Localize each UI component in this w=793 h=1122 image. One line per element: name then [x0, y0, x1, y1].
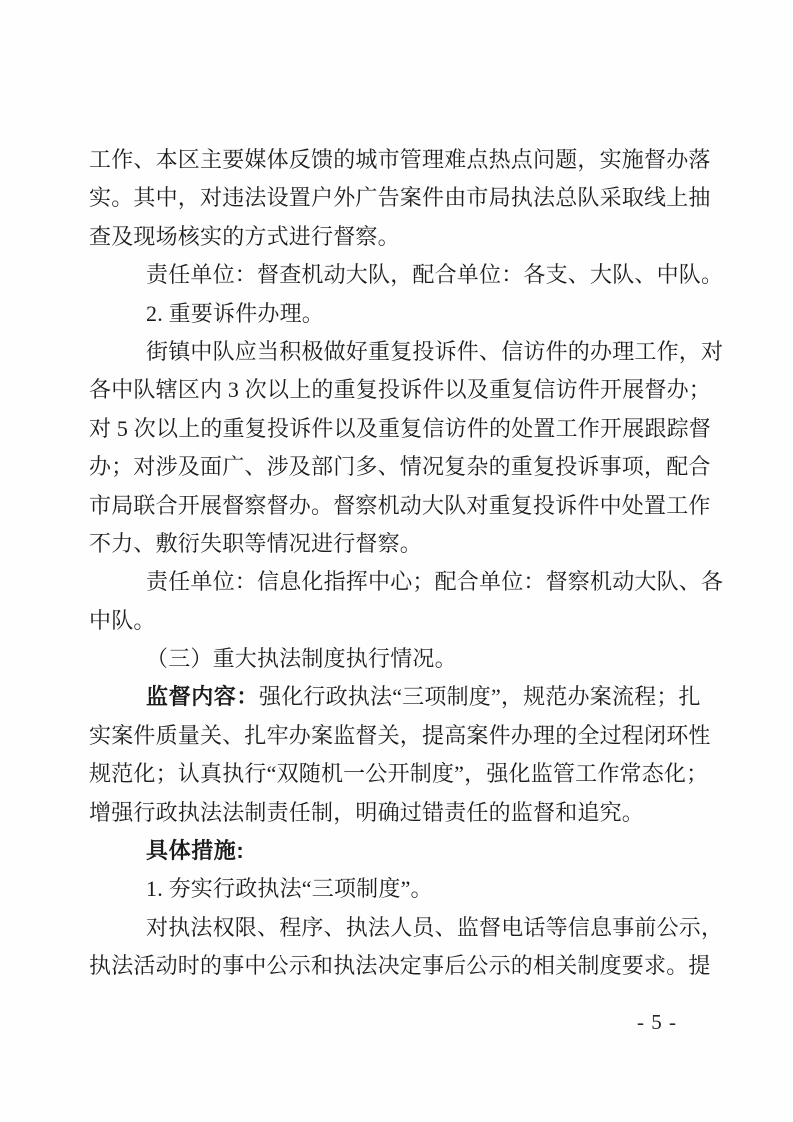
text-run: 街镇中队应当积极做好重复投诉件、信访件的办理工作，对	[146, 338, 724, 364]
text-line	[89, 371, 715, 409]
bold-label: 监督内容：	[146, 684, 260, 710]
text-run: 实案件质量关、扎牢办案监督关，提高案件办理的全过程闭环性	[89, 722, 711, 748]
text-line	[89, 179, 715, 217]
text-line	[89, 563, 724, 601]
text-line	[89, 640, 715, 678]
text-run: 工作、本区主要媒体反馈的城市管理难点热点问题，实施督办落	[89, 147, 711, 172]
text-line	[89, 295, 715, 333]
text-line	[89, 218, 715, 256]
text-run: 不力、敷衍失职等情况进行督察。	[89, 530, 423, 556]
document-body	[89, 141, 724, 986]
text-run: 责任单位：信息化指挥中心；配合单位：督察机动大队、各	[146, 569, 724, 595]
text-run: 查及现场核实的方式进行督察。	[89, 223, 400, 249]
text-run: 对执法权限、程序、执法人员、监督电话等信息事前公示，	[146, 914, 724, 940]
text-run: 2. 重要诉件办理。	[146, 300, 325, 326]
text-run: 中队。	[89, 607, 156, 633]
text-line	[89, 448, 715, 486]
text-run: 增强行政执法法制责任制，明确过错责任的监督和追究。	[89, 799, 645, 825]
text-run: 各中队辖区内 3 次以上的重复投诉件以及重复信访件开展督办；	[89, 377, 712, 403]
text-line	[89, 602, 715, 640]
text-run: 强化行政执法“三项制度”，规范办案流程；扎	[259, 684, 701, 710]
text-run: 实。其中，对违法设置户外广告案件由市局执法总队采取线上抽	[89, 185, 711, 211]
text-line	[89, 487, 715, 525]
text-line	[89, 678, 715, 716]
text-line	[89, 794, 715, 832]
text-run: 办；对涉及面广、涉及部门多、情况复杂的重复投诉事项，配合	[89, 454, 711, 480]
text-line	[89, 870, 715, 908]
text-run: 1. 夯实行政执法“三项制度”。	[146, 876, 433, 902]
text-line	[89, 755, 715, 793]
text-line	[89, 717, 715, 755]
text-line	[89, 947, 715, 985]
text-run: 对 5 次以上的重复投诉件以及重复信访件的处置工作开展跟踪督	[89, 415, 712, 441]
text-line	[89, 909, 724, 947]
text-line	[89, 141, 715, 179]
text-run: （三）重大执法制度执行情况。	[146, 646, 457, 672]
text-run: 市局联合开展督察督办。督察机动大队对重复投诉件中处置工作	[89, 492, 711, 518]
text-line	[89, 832, 715, 870]
text-line	[89, 525, 715, 563]
text-line	[89, 333, 724, 371]
page-number: - 5 -	[637, 1010, 677, 1034]
text-run: 规范化；认真执行“双随机一公开制度”，强化监管工作常态化；	[89, 761, 709, 787]
text-run: 责任单位：督查机动大队，配合单位：各支、大队、中队。	[146, 262, 724, 288]
bold-label: 具体措施:	[146, 838, 245, 864]
text-line	[89, 410, 715, 448]
text-run: 执法活动时的事中公示和执法决定事后公示的相关制度要求。提	[89, 953, 711, 979]
text-line	[89, 256, 724, 294]
